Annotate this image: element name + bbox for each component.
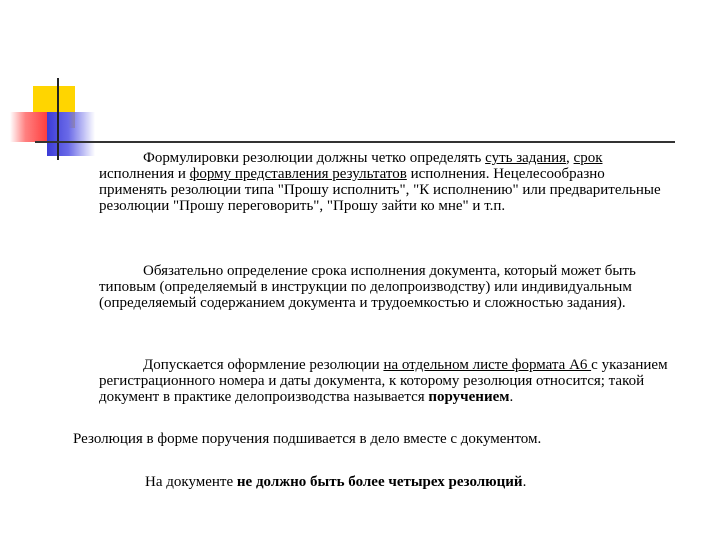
underlined-term: на отдельном листе формата А6 [383, 357, 592, 373]
bold-term: поручением [428, 389, 510, 405]
text-segment: с указанием регистрационного номера и даты документа, к которому резолюция относится; такой документ в практике делопроизводства называется [99, 357, 668, 405]
paragraph-deadline [99, 263, 674, 311]
text-segment: Формулировки резолюции должны четко определять [143, 150, 486, 166]
text-segment: Допускается оформление резолюции [143, 357, 384, 373]
paragraph-resolution-wording [99, 150, 674, 214]
bold-term: не должно быть более четырех резолюций [236, 474, 523, 490]
text-segment: . [509, 389, 514, 405]
text-segment: Обязательно определение срока исполнения документа, который может быть типовым (определяемый в инструкции по делопроизводству) или индивидуальным (определяемый содержанием документа и трудоемкостью и сложностью задания). [99, 263, 636, 311]
text-segment: Резолюция в форме поручения подшивается в дело вместе с документом. [73, 431, 542, 447]
underlined-term: срок [573, 150, 603, 166]
text-segment: исполнения. Нецелесообразно применять резолюции типа "Прошу исполнить", "К исполнению" или предварительные резолюции "Прошу переговорить", "Прошу зайти ко мне" и т.п. [99, 166, 661, 214]
paragraph-separate-sheet [99, 357, 674, 405]
paragraph-limit [145, 474, 665, 490]
underlined-term: суть задания [485, 150, 567, 166]
paragraph-filing [73, 431, 673, 447]
underlined-term: форму представления результатов [189, 166, 407, 182]
text-segment: . [522, 474, 527, 490]
text-segment: , [566, 150, 574, 166]
text-segment: На документе [145, 474, 237, 490]
text-segment: исполнения и [99, 166, 190, 182]
